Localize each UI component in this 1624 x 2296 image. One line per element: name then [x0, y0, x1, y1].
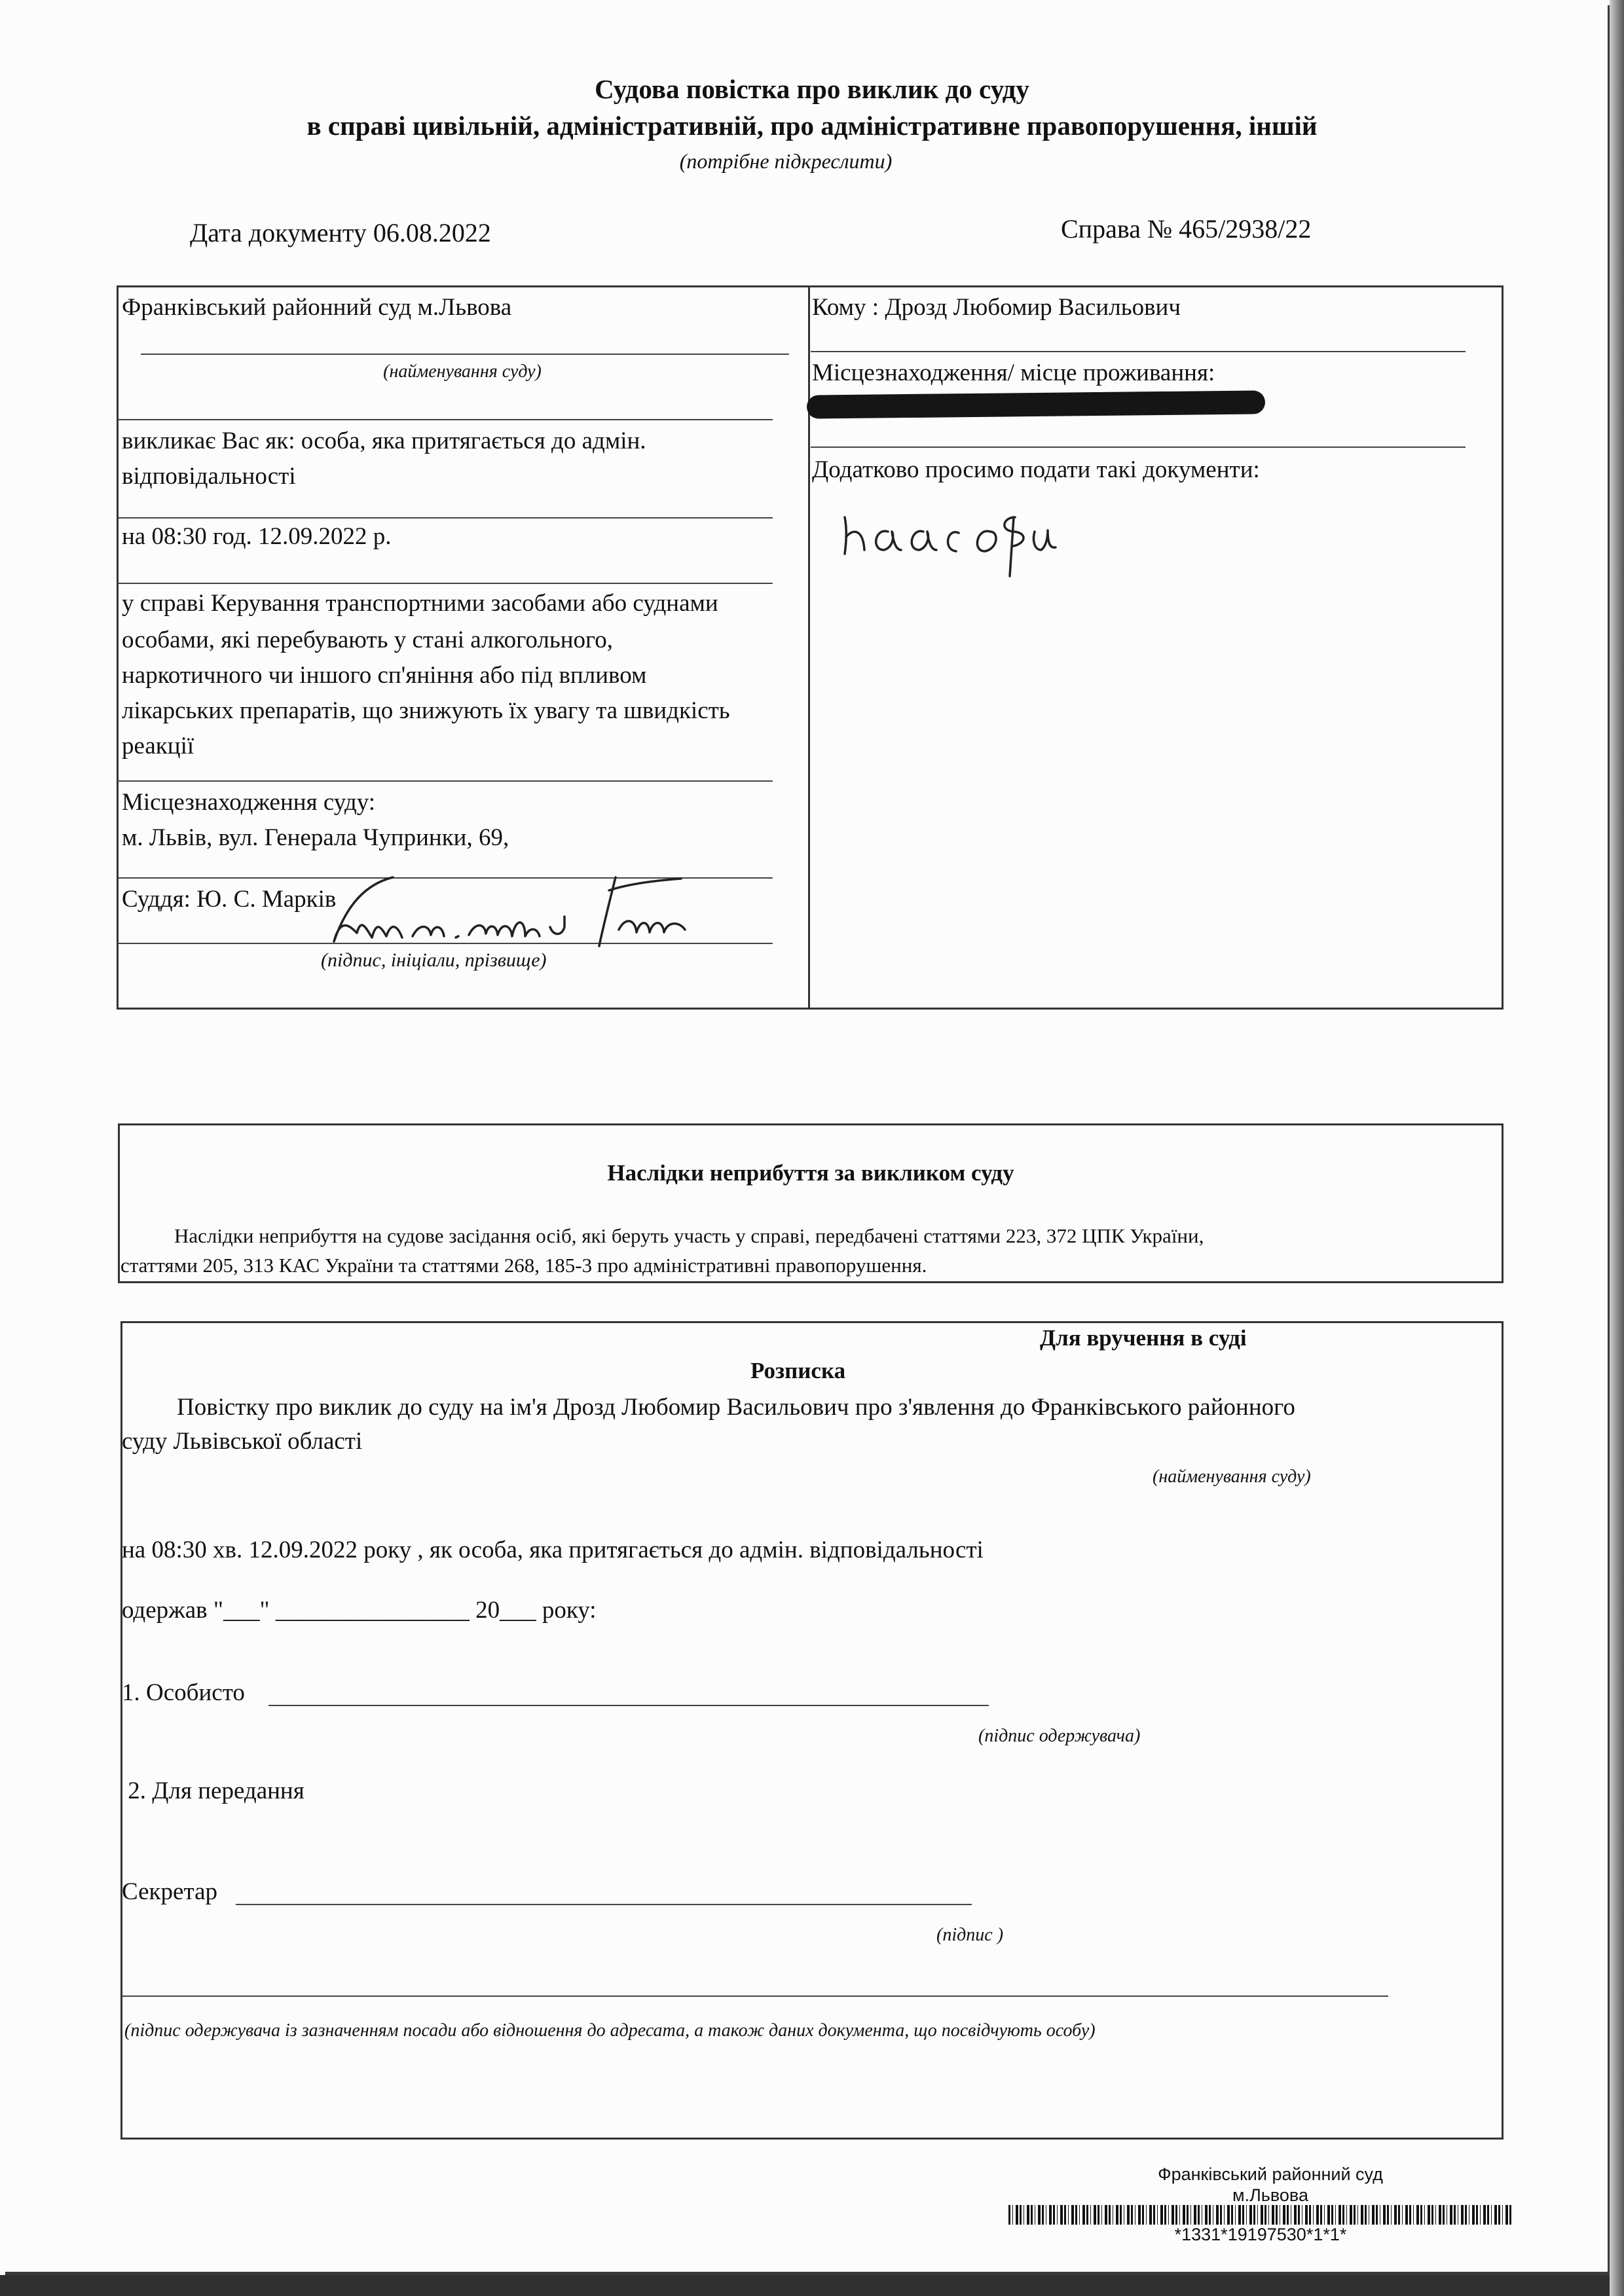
receipt-line-1: Повістку про виклик до суду на ім'я Дрозд Любомир Васильович про з'явлення до Франківського районного: [177, 1394, 1295, 1421]
title-hint: (потрібне підкреслити): [679, 149, 893, 173]
divider-line: [811, 351, 1466, 352]
bottom-caption: (підпис одержувача із зазначенням посади або відношення до адресата, а також даних документа, що посвідчують особу): [124, 2020, 1096, 2041]
for-court-label: Для вручення в суді: [1040, 1325, 1247, 1351]
court-name: Франківський районний суд м.Львова: [122, 294, 512, 321]
divider-line: [118, 780, 773, 782]
personal-caption: (підпис одержувача): [978, 1726, 1141, 1746]
receipt-line-2: суду Львівської області: [122, 1428, 363, 1455]
personal-signature-line: [268, 1705, 989, 1706]
title-line-2: в справі цивільній, адміністративній, про адміністративне правопорушення, іншій: [306, 111, 1318, 141]
document-date: Дата документу 06.08.2022: [190, 218, 491, 247]
secretary-signature-line: [236, 1904, 972, 1905]
received-date-line: одержав "___" ________________ 20___ року:: [122, 1597, 597, 1624]
case-number: Справа № 465/2938/22: [1061, 214, 1312, 244]
redacted-address: [807, 390, 1265, 418]
receipt-court-caption: (найменування суду): [1153, 1467, 1311, 1487]
summons-as-line-1: викликає Вас як: особа, яка притягається до адмін.: [122, 428, 646, 454]
court-address: м. Львів, вул. Генерала Чупринки, 69,: [122, 824, 509, 851]
barcode-text: *1331*19197530*1*1*: [1174, 2225, 1347, 2244]
case-subject-line: наркотичного чи іншого сп'яніння або під впливом: [122, 662, 647, 689]
consequences-text-line-1: Наслідки неприбуття на судове засідання осіб, які беруть участь у справі, передбачені статтями 223, 372 ЦПК України,: [174, 1224, 1204, 1247]
case-subject-line: лікарських препаратів, що знижують їх увагу та швидкість: [122, 697, 730, 724]
column-divider: [808, 285, 810, 1008]
court-name-caption: (найменування суду): [383, 361, 542, 382]
scan-edge-right: [1610, 0, 1624, 2296]
summons-as-line-2: відповідальності: [122, 463, 296, 490]
receipt-title: Розписка: [750, 1358, 846, 1383]
judge-name: Суддя: Ю. С. Марків: [122, 886, 337, 913]
barcode: [1008, 2205, 1513, 2225]
divider-line: [118, 419, 773, 420]
consequences-title: Наслідки неприбуття за викликом суду: [607, 1160, 1014, 1186]
judge-signature: [321, 864, 727, 962]
signature-caption: (підпис, ініціали, прізвище): [321, 949, 547, 971]
court-name-underline: [141, 354, 789, 355]
personal-label: 1. Особисто: [122, 1679, 245, 1706]
recipient: Кому : Дрозд Любомир Васильович: [812, 294, 1181, 321]
bottom-signature-line: [122, 1995, 1388, 1997]
court-location-label: Місцезнаходження суду:: [122, 789, 376, 816]
secretary-caption: (підпис ): [936, 1925, 1004, 1945]
consequences-text-line-2: статтями 205, 313 КАС України та статтями 268, 185-3 про адміністративні правопорушення.: [120, 1254, 927, 1277]
case-subject-line: у справі Керування транспортними засобами або суднами: [122, 590, 718, 617]
extra-documents-label: Додатково просимо подати такі документи:: [812, 456, 1260, 483]
handwritten-note: [838, 491, 1061, 583]
receipt-time-line: на 08:30 хв. 12.09.2022 року , як особа, яка притягається до адмін. відповідальності: [122, 1537, 984, 1563]
footer-court-line-2: м.Львова: [1232, 2185, 1308, 2205]
divider-line: [811, 446, 1466, 448]
case-subject-line: реакції: [122, 733, 194, 759]
case-subject-line: особами, які перебувають у стані алкогольного,: [122, 627, 614, 653]
hearing-time: на 08:30 год. 12.09.2022 р.: [122, 523, 392, 550]
recipient-location-label: Місцезнаходження/ місце проживання:: [812, 359, 1215, 386]
title-line-1: Судова повістка про виклик до суду: [595, 74, 1029, 104]
secretary-label: Секретар: [122, 1878, 217, 1905]
transfer-label: 2. Для передання: [122, 1777, 304, 1804]
divider-line: [118, 583, 773, 584]
footer-court-line-1: Франківський районний суд: [1158, 2164, 1383, 2184]
scan-edge-bottom: [0, 2275, 1624, 2296]
